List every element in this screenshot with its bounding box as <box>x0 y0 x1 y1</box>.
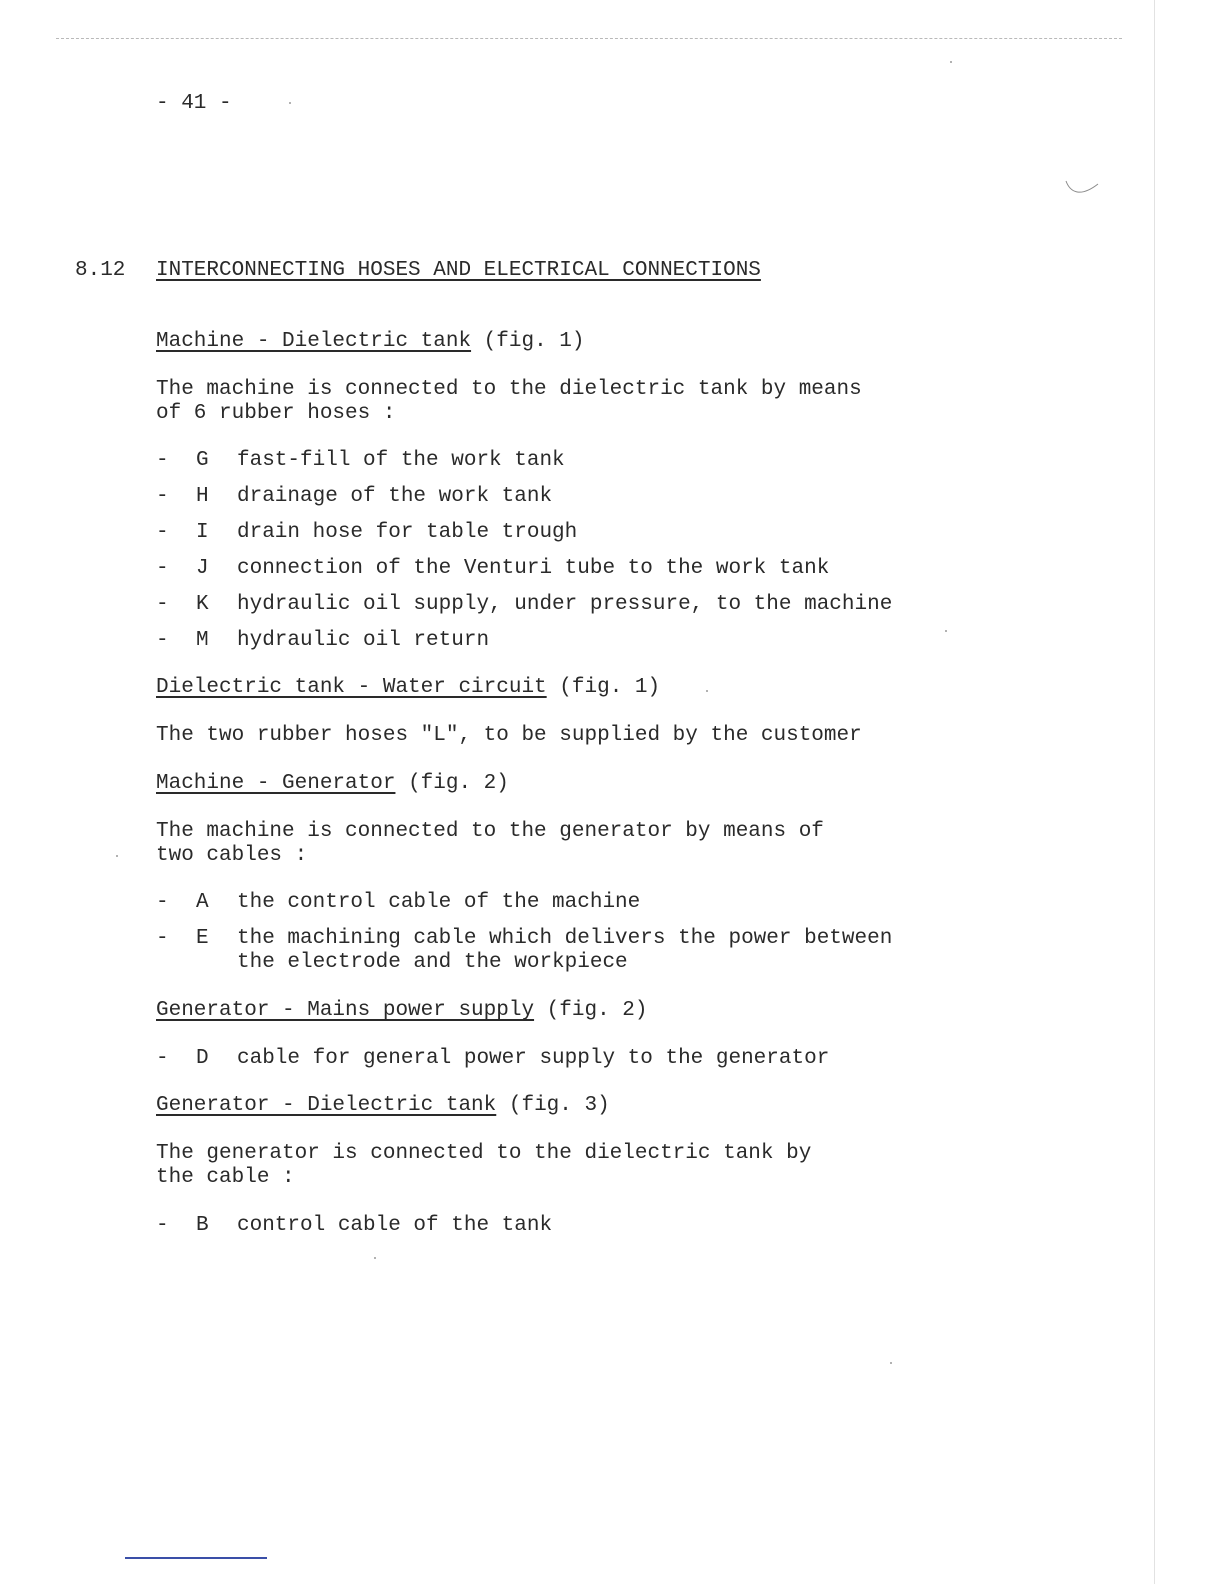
subheading-generator-dielectric <box>156 1094 610 1118</box>
connection-description: the control cable of the machine <box>237 891 641 914</box>
connection-key: E <box>196 927 209 950</box>
list-dash: - <box>156 891 169 914</box>
scan-speck <box>950 61 952 63</box>
figure-reference: (fig. 2) <box>546 999 648 1022</box>
connection-description: connection of the Venturi tube to the work tank <box>237 557 830 580</box>
section-title: INTERCONNECTING HOSES AND ELECTRICAL CONNECTIONS <box>156 259 761 282</box>
subheading-text: Dielectric tank - Water circuit <box>156 676 547 699</box>
connection-description: control cable of the tank <box>237 1214 553 1237</box>
list-dash: - <box>156 449 169 472</box>
scan-speck <box>706 690 708 692</box>
connection-key: I <box>196 521 209 544</box>
scan-speck <box>374 1257 376 1259</box>
list-dash: - <box>156 557 169 580</box>
connection-description-continued: the electrode and the workpiece <box>237 951 628 974</box>
section-number: 8.12 <box>75 259 126 282</box>
subheading-text: Machine - Dielectric tank <box>156 330 472 353</box>
subheading-text: Generator - Dielectric tank <box>156 1094 497 1117</box>
list-dash: - <box>156 629 169 652</box>
connection-description: the machining cable which delivers the power between <box>237 927 893 950</box>
paragraph-line: The two rubber hoses "L", to be supplied by the customer <box>156 724 862 747</box>
list-dash: - <box>156 521 169 544</box>
connection-key: B <box>196 1214 209 1237</box>
paragraph-line: The generator is connected to the dielectric tank by <box>156 1142 812 1165</box>
figure-reference: (fig. 1) <box>559 676 661 699</box>
scan-speck <box>945 630 947 632</box>
paragraph-line: two cables : <box>156 844 308 867</box>
scan-bottom-mark <box>125 1557 267 1559</box>
scan-top-edge-line <box>56 38 1122 39</box>
list-dash: - <box>156 927 169 950</box>
paragraph-line: The machine is connected to the dielectric tank by means <box>156 378 862 401</box>
list-dash: - <box>156 593 169 616</box>
list-dash: - <box>156 1214 169 1237</box>
connection-description: drain hose for table trough <box>237 521 578 544</box>
paragraph-line: the cable : <box>156 1166 295 1189</box>
scan-right-edge <box>1154 0 1155 1584</box>
connection-description: drainage of the work tank <box>237 485 553 508</box>
connection-key: A <box>196 891 209 914</box>
connection-key: G <box>196 449 209 472</box>
scan-speck <box>890 1362 892 1364</box>
subheading-dielectric-water <box>156 676 660 700</box>
paragraph-line: The machine is connected to the generator by means of <box>156 820 824 843</box>
figure-reference: (fig. 2) <box>408 772 509 795</box>
connection-description: hydraulic oil return <box>237 629 490 652</box>
paragraph-line: of 6 rubber hoses : <box>156 402 396 425</box>
connection-description: cable for general power supply to the generator <box>237 1047 830 1070</box>
scan-speck <box>289 102 291 104</box>
figure-reference: (fig. 1) <box>483 330 585 353</box>
subheading-generator-mains <box>156 999 648 1023</box>
margin-curve-mark <box>1064 178 1102 200</box>
connection-key: J <box>196 557 209 580</box>
subheading-text: Machine - Generator <box>156 772 396 795</box>
connection-key: D <box>196 1047 209 1070</box>
connection-key: H <box>196 485 209 508</box>
subheading-text: Generator - Mains power supply <box>156 999 535 1022</box>
list-dash: - <box>156 485 169 508</box>
subheading-machine-dielectric <box>156 330 585 354</box>
page-number: - 41 - <box>156 92 232 115</box>
connection-key: K <box>196 593 209 616</box>
list-dash: - <box>156 1047 169 1070</box>
connection-description: fast-fill of the work tank <box>237 449 565 472</box>
subheading-machine-generator <box>156 772 509 796</box>
scan-speck <box>116 855 118 857</box>
connection-description: hydraulic oil supply, under pressure, to the machine <box>237 593 893 616</box>
connection-key: M <box>196 629 209 652</box>
figure-reference: (fig. 3) <box>508 1094 610 1117</box>
